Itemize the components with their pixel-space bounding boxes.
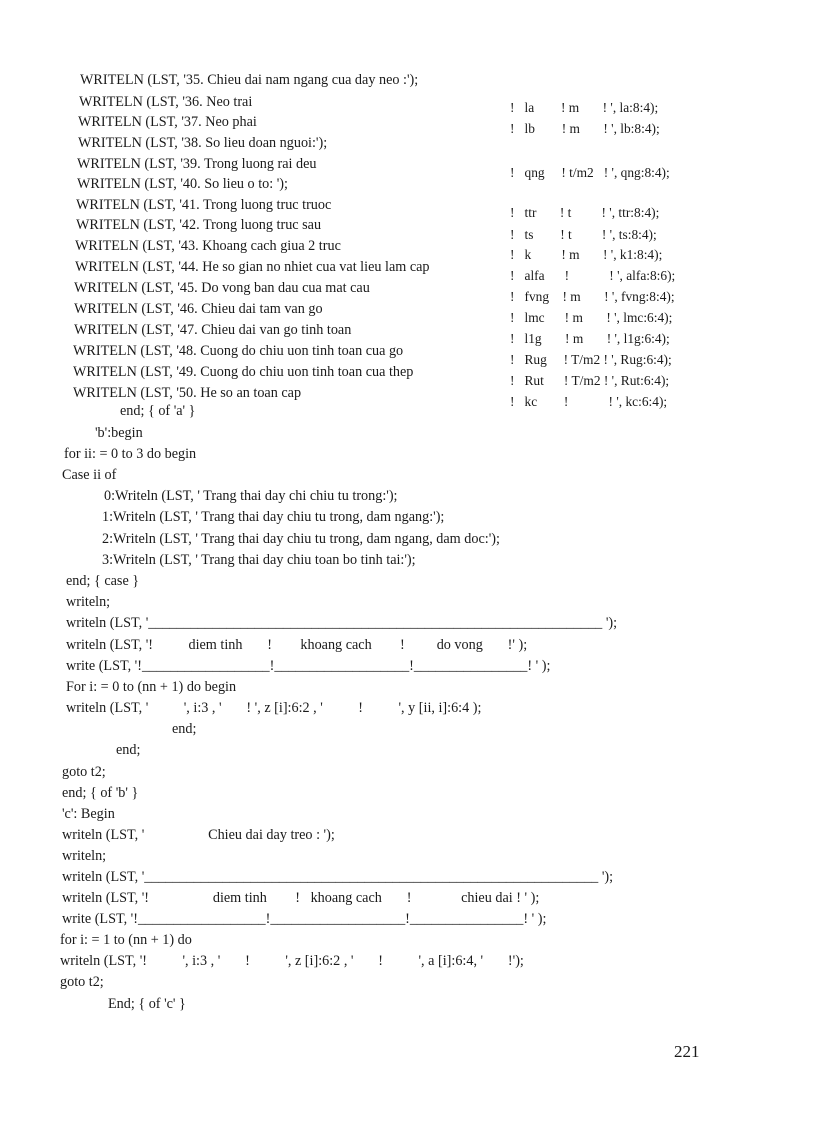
table-column-entry: ! lb ! m ! ', lb:8:4); <box>510 121 660 136</box>
writeln-statement: WRITELN (LST, '47. Chieu dai van go tinh toan <box>74 322 352 338</box>
code-line: end; <box>172 721 197 737</box>
code-line: writeln (LST, ' Chieu dai day treo : '); <box>62 827 335 843</box>
writeln-statement: WRITELN (LST, '37. Neo phai <box>78 114 257 130</box>
writeln-statement: WRITELN (LST, '44. He so gian no nhiet cua vat lieu lam cap <box>75 259 430 275</box>
writeln-statement: WRITELN (LST, '38. So lieu doan nguoi:'); <box>78 135 328 151</box>
table-column-entry: ! ts ! t ! ', ts:8:4); <box>510 227 657 242</box>
code-line: 3:Writeln (LST, ' Trang thai day chiu toan bo tinh tai:'); <box>102 552 416 568</box>
code-line: 'c': Begin <box>62 806 115 822</box>
code-line: writeln (LST, ' ', i:3 , ' ! ', z [i]:6:2 , ' ! ', y [ii, i]:6:4 ); <box>66 700 482 716</box>
code-line: goto t2; <box>60 974 104 990</box>
writeln-statement: WRITELN (LST, '42. Trong luong truc sau <box>76 217 322 233</box>
code-line: writeln (LST, '! ', i:3 , ' ! ', z [i]:6:2 , ' ! ', a [i]:6:4, ' !'); <box>60 953 524 969</box>
code-line: End; { of 'c' } <box>108 996 186 1012</box>
code-line: Case ii of <box>62 467 117 483</box>
code-line: writeln (LST, '________________________________________________________________ '); <box>66 615 618 631</box>
code-line: writeln; <box>66 594 111 610</box>
code-line: 'b':begin <box>95 425 143 441</box>
code-line: 2:Writeln (LST, ' Trang thai day chiu tu trong, dam ngang, dam doc:'); <box>102 531 500 547</box>
table-column-entry: ! kc ! ! ', kc:6:4); <box>510 394 668 409</box>
table-column-entry: ! fvng ! m ! ', fvng:8:4); <box>510 289 675 304</box>
code-line: 1:Writeln (LST, ' Trang thai day chiu tu trong, dam ngang:'); <box>102 509 445 525</box>
code-line: writeln (LST, '________________________________________________________________ '); <box>62 869 614 885</box>
code-line: write (LST, '!__________________!___________________!________________! ' ); <box>66 658 551 674</box>
table-column-entry: ! l1g ! m ! ', l1g:6:4); <box>510 331 670 346</box>
code-line: writeln; <box>62 848 107 864</box>
table-column-entry: ! alfa ! ! ', alfa:8:6); <box>510 268 676 283</box>
code-line: For i: = 0 to (nn + 1) do begin <box>66 679 237 695</box>
writeln-statement: WRITELN (LST, '43. Khoang cach giua 2 truc <box>75 238 341 254</box>
code-line: write (LST, '!__________________!___________________!________________! ' ); <box>62 911 547 927</box>
code-line: 0:Writeln (LST, ' Trang thai day chi chiu tu trong:'); <box>104 488 398 504</box>
code-line: writeln (LST, '! diem tinh ! khoang cach ! do vong !' ); <box>66 637 528 653</box>
writeln-statement: WRITELN (LST, '45. Do vong ban dau cua mat cau <box>74 280 370 296</box>
table-column-entry: ! qng ! t/m2 ! ', qng:8:4); <box>510 165 670 180</box>
code-line: end; <box>116 742 141 758</box>
writeln-statement: WRITELN (LST, '46. Chieu dai tam van go <box>74 301 323 317</box>
writeln-statement: WRITELN (LST, '41. Trong luong truc truoc <box>76 197 332 213</box>
writeln-statement: WRITELN (LST, '36. Neo trai <box>79 94 253 110</box>
writeln-statement: WRITELN (LST, '35. Chieu dai nam ngang cua day neo :'); <box>80 72 419 88</box>
code-line: end; { case } <box>66 573 140 589</box>
table-column-entry: ! Rug ! T/m2 ! ', Rug:6:4); <box>510 352 672 367</box>
writeln-statement: WRITELN (LST, '40. So lieu o to: '); <box>77 176 288 192</box>
table-column-entry: ! ttr ! t ! ', ttr:8:4); <box>510 205 660 220</box>
code-line: for i: = 1 to (nn + 1) do <box>60 932 192 948</box>
code-line: for ii: = 0 to 3 do begin <box>64 446 197 462</box>
code-line: end; { of 'b' } <box>62 785 139 801</box>
table-column-entry: ! la ! m ! ', la:8:4); <box>510 100 659 115</box>
writeln-statement: WRITELN (LST, '49. Cuong do chiu uon tinh toan cua thep <box>73 364 414 380</box>
code-line: goto t2; <box>62 764 106 780</box>
code-line: end; { of 'a' } <box>120 403 196 419</box>
writeln-statement: WRITELN (LST, '50. He so an toan cap <box>73 385 302 401</box>
writeln-statement: WRITELN (LST, '39. Trong luong rai deu <box>77 156 317 172</box>
table-column-entry: ! Rut ! T/m2 ! ', Rut:6:4); <box>510 373 670 388</box>
table-column-entry: ! k ! m ! ', k1:8:4); <box>510 247 663 262</box>
table-column-entry: ! lmc ! m ! ', lmc:6:4); <box>510 310 673 325</box>
code-line: writeln (LST, '! diem tinh ! khoang cach ! chieu dai ! ' ); <box>62 890 540 906</box>
writeln-statement: WRITELN (LST, '48. Cuong do chiu uon tinh toan cua go <box>73 343 404 359</box>
page-number: 221 <box>674 1042 700 1061</box>
